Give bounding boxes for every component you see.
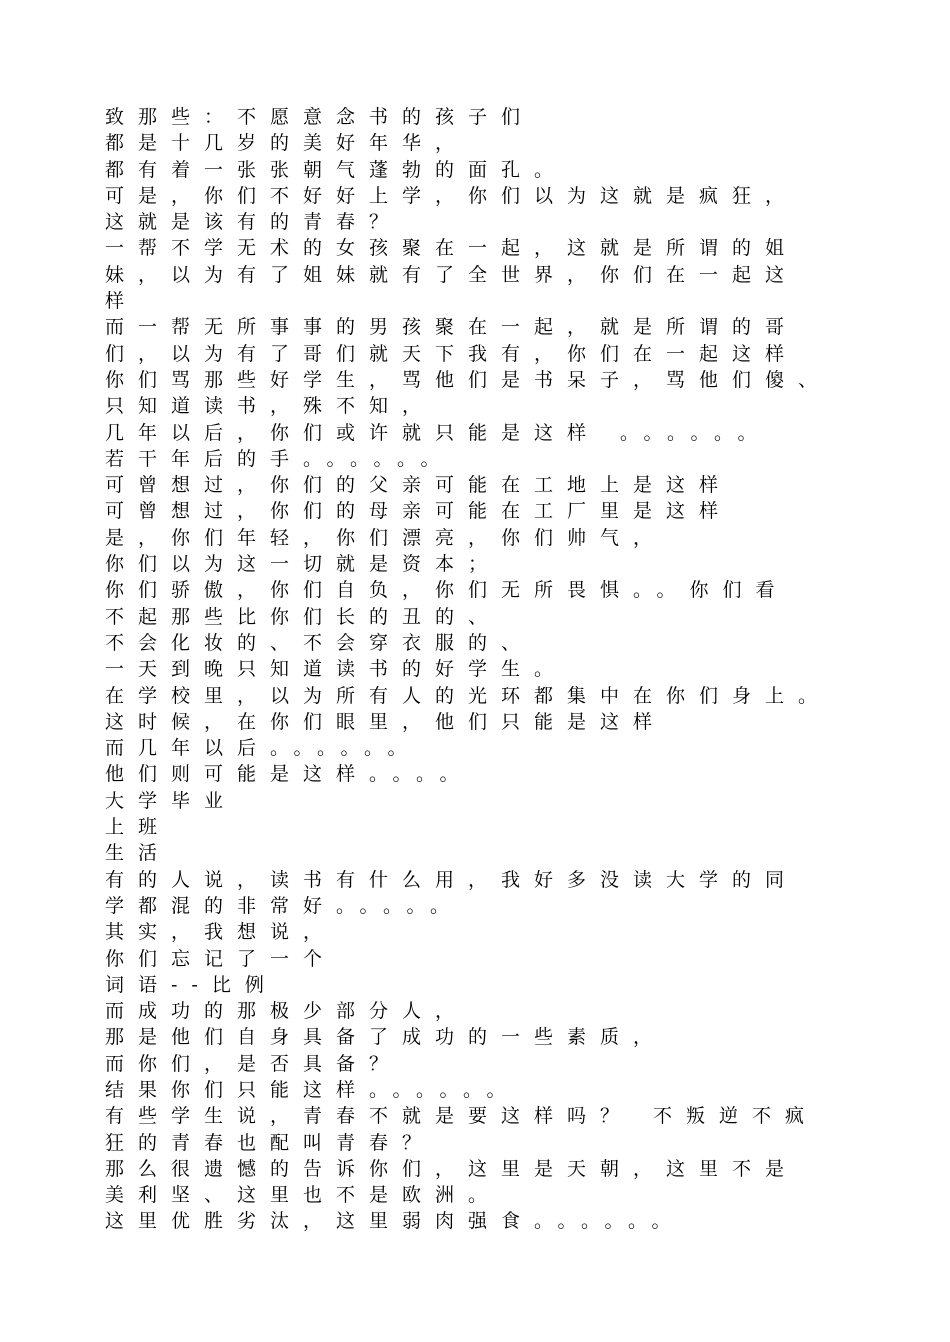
text-line: 那么很遗憾的告诉你们，这里是天朝，这里不是 [105,1157,799,1180]
text-line: 而几年以后。。。。。。 [105,737,421,760]
text-line: 有些学生说，青春不就是要这样吗？ 不叛逆不疯 [105,1105,819,1128]
text-line: 而你们，是否具备？ [105,1052,403,1075]
text-line: 学都混的非常好。。。。。 [105,894,464,917]
text-line: 一天到晚只知道读书的好学生。 [105,658,568,681]
text-line: 你们骂那些好学生，骂他们是书呆子，骂他们傻、 [105,368,832,391]
text-line: 他们则可能是这样。。。。 [105,763,473,786]
text-line: 不会化妆的、不会穿衣服的、 [105,631,535,654]
text-line: 你们骄傲，你们自负，你们无所畏惧。。你们看 [105,579,789,602]
text-line: 们，以为有了哥们就天下我有，你们在一起这样 [105,342,799,365]
text-line: 样 [105,290,139,313]
text-line: 大学毕业 [105,789,238,812]
text-line: 狂的青春也配叫青春？ [105,1131,436,1154]
text-line: 生活 [105,842,172,865]
text-line: 这就是该有的青春？ [105,211,403,234]
text-line: 结果你们只能这样。。。。。。 [105,1078,520,1101]
text-line: 只知道读书，殊不知， [105,395,436,418]
text-line: 而成功的那极少部分人， [105,1000,469,1023]
text-line: 若干年后的手。。。。。。 [105,447,454,470]
text-line: 这里优胜劣汰，这里弱肉强食。。。。。。 [105,1210,685,1233]
text-line: 你们以为这一切就是资本； [105,553,502,576]
text-line: 可曾想过，你们的父亲可能在工地上是这样 [105,474,733,497]
text-line: 都有着一张张朝气蓬勃的面孔。 [105,158,568,181]
text-line: 而一帮无所事事的男孩聚在一起，就是所谓的哥 [105,316,799,339]
text-line: 是，你们年轻，你们漂亮，你们帅气， [105,526,667,549]
text-line: 词语--比例 [105,973,278,996]
text-line: 不起那些比你们长的丑的、 [105,605,502,628]
text-line: 美利坚、这里也不是欧洲。 [105,1184,502,1207]
text-line: 都是十几岁的美好年华， [105,132,469,155]
text-line: 可是，你们不好好上学，你们以为这就是疯狂， [105,184,799,207]
text-line: 其实，我想说， [105,921,337,944]
text-line: 一帮不学无术的女孩聚在一起，这就是所谓的姐 [105,237,799,260]
text-line: 那是他们自身具备了成功的一些素质， [105,1026,667,1049]
document-text-body [105,104,875,1235]
text-line: 几年以后，你们或许就只能是这样 。。。。。。 [105,421,771,444]
text-line: 这时候，在你们眼里，他们只能是这样 [105,710,667,733]
text-line: 有的人说，读书有什么用，我好多没读大学的同 [105,868,799,891]
text-line: 妹，以为有了姐妹就有了全世界，你们在一起这 [105,263,799,286]
text-line: 可曾想过，你们的母亲可能在工厂里是这样 [105,500,733,523]
text-line: 上班 [105,816,172,839]
text-line: 在学校里，以为所有人的光环都集中在你们身上。 [105,684,832,707]
text-line: 致那些：不愿意念书的孩子们 [105,106,535,128]
text-line: 你们忘记了一个 [105,947,337,970]
